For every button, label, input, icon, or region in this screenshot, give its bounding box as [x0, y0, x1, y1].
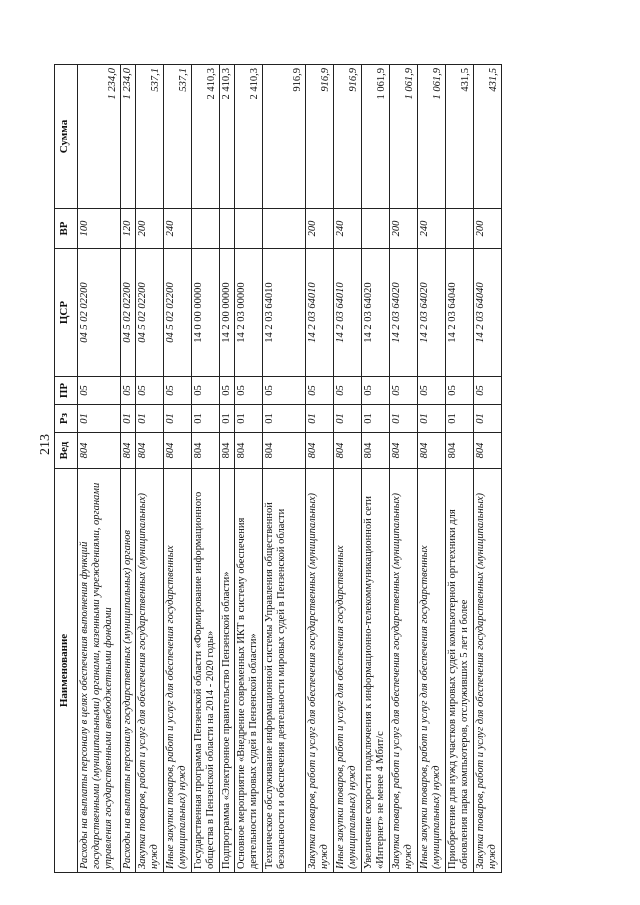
cell-sum: 2 410,3	[220, 65, 235, 209]
cell-rz: 01	[164, 405, 192, 433]
cell-name: Основное мероприятие «Внедрение современных ИКТ в систему обеспечения деятельности мировых судей в Пензенской области»	[235, 469, 263, 873]
cell-rz: 01	[306, 405, 334, 433]
cell-sum: 916,9	[263, 65, 306, 209]
cell-vr: 240	[164, 209, 192, 249]
header-ved: Вед	[55, 433, 78, 469]
cell-sum: 431,5	[446, 65, 474, 209]
cell-pr: 05	[306, 377, 334, 405]
cell-vr	[220, 209, 235, 249]
cell-rz: 01	[390, 405, 418, 433]
cell-ved: 804	[334, 433, 362, 469]
cell-sum: 2 410,3	[192, 65, 220, 209]
header-vr: ВР	[55, 209, 78, 249]
cell-sum: 537,1	[164, 65, 192, 209]
table-row	[362, 65, 390, 873]
cell-ved: 804	[235, 433, 263, 469]
cell-csr: 14 2 00 00000	[220, 249, 235, 377]
cell-ved: 804	[418, 433, 446, 469]
cell-csr: 14 2 03 64010	[306, 249, 334, 377]
cell-sum: 537,1	[136, 65, 164, 209]
table-row	[192, 65, 220, 873]
table-header-row	[55, 65, 78, 873]
cell-name: Подпрограмма «Электронное правительство Пензенской области»	[220, 469, 235, 873]
header-name: Наименование	[55, 469, 78, 873]
cell-sum: 1 234,0	[121, 65, 136, 209]
cell-pr: 05	[390, 377, 418, 405]
table-row	[78, 65, 121, 873]
table-row	[446, 65, 474, 873]
cell-name: Иные закупки товаров, работ и услуг для обеспечения государственных (муниципальных) нужд	[164, 469, 192, 873]
cell-rz: 01	[474, 405, 502, 433]
cell-pr: 05	[446, 377, 474, 405]
table-row	[263, 65, 306, 873]
table-row	[390, 65, 418, 873]
cell-csr: 14 2 03 64010	[263, 249, 306, 377]
header-rz: Рз	[55, 405, 78, 433]
cell-sum: 431,5	[474, 65, 502, 209]
cell-ved: 804	[446, 433, 474, 469]
page-number: 213	[38, 434, 53, 455]
cell-rz: 01	[78, 405, 121, 433]
header-csr: ЦСР	[55, 249, 78, 377]
cell-name: Закупка товаров, работ и услуг для обеспечения государственных (муниципальных) нужд	[474, 469, 502, 873]
table-row	[474, 65, 502, 873]
cell-ved: 804	[220, 433, 235, 469]
cell-rz: 01	[136, 405, 164, 433]
table-row	[235, 65, 263, 873]
cell-name: Закупка товаров, работ и услуг для обеспечения государственных (муниципальных) нужд	[390, 469, 418, 873]
table-row	[418, 65, 446, 873]
cell-rz: 01	[362, 405, 390, 433]
cell-vr: 240	[418, 209, 446, 249]
cell-pr: 05	[121, 377, 136, 405]
table-row	[121, 65, 136, 873]
header-sum: Сумма	[55, 65, 78, 209]
cell-rz: 01	[446, 405, 474, 433]
cell-sum: 916,9	[334, 65, 362, 209]
cell-rz: 01	[220, 405, 235, 433]
cell-csr: 04 5 02 02200	[136, 249, 164, 377]
cell-ved: 804	[78, 433, 121, 469]
cell-csr: 14 0 00 00000	[192, 249, 220, 377]
cell-csr: 14 2 03 64020	[418, 249, 446, 377]
cell-pr: 05	[263, 377, 306, 405]
cell-vr: 200	[136, 209, 164, 249]
cell-name: Закупка товаров, работ и услуг для обеспечения государственных (муниципальных) нужд	[136, 469, 164, 873]
cell-ved: 804	[306, 433, 334, 469]
budget-table	[54, 64, 502, 873]
cell-name: Техническое обслуживание информационной системы Управления общественной безопасности и обеспечения деятельности мировых судей в Пензенской области	[263, 469, 306, 873]
cell-pr: 05	[78, 377, 121, 405]
table-row	[220, 65, 235, 873]
cell-ved: 804	[136, 433, 164, 469]
cell-vr: 200	[306, 209, 334, 249]
cell-vr: 240	[334, 209, 362, 249]
cell-vr: 200	[390, 209, 418, 249]
cell-ved: 804	[164, 433, 192, 469]
cell-pr: 05	[235, 377, 263, 405]
cell-csr: 14 2 03 00000	[235, 249, 263, 377]
cell-name: Увеличение скорости подключения к информационно-телекоммуникационной сети «Интернет» не менее 4 Мбит/с	[362, 469, 390, 873]
cell-pr: 05	[220, 377, 235, 405]
cell-rz: 01	[192, 405, 220, 433]
cell-sum: 2 410,3	[235, 65, 263, 209]
cell-csr: 04 5 02 02200	[164, 249, 192, 377]
cell-rz: 01	[263, 405, 306, 433]
cell-rz: 01	[418, 405, 446, 433]
cell-pr: 05	[164, 377, 192, 405]
cell-vr: 200	[474, 209, 502, 249]
cell-pr: 05	[136, 377, 164, 405]
cell-pr: 05	[474, 377, 502, 405]
cell-vr: 120	[121, 209, 136, 249]
cell-name: Расходы на выплаты персоналу государственных (муниципальных) органов	[121, 469, 136, 873]
cell-sum: 916,9	[306, 65, 334, 209]
cell-vr	[263, 209, 306, 249]
cell-csr: 14 2 03 64020	[390, 249, 418, 377]
cell-ved: 804	[192, 433, 220, 469]
cell-vr	[235, 209, 263, 249]
cell-name: Государственная программа Пензенской области «Формирование информационного общества в Пензенской области на 2014 - 2020 годы»	[192, 469, 220, 873]
table-row	[164, 65, 192, 873]
rotated-table-container	[54, 65, 614, 873]
cell-sum: 1 061,9	[390, 65, 418, 209]
cell-vr	[192, 209, 220, 249]
cell-ved: 804	[121, 433, 136, 469]
cell-ved: 804	[474, 433, 502, 469]
cell-vr	[362, 209, 390, 249]
cell-pr: 05	[192, 377, 220, 405]
cell-csr: 14 2 03 64020	[362, 249, 390, 377]
cell-rz: 01	[121, 405, 136, 433]
table-row	[306, 65, 334, 873]
table-body	[78, 65, 502, 873]
cell-sum: 1 234,0	[78, 65, 121, 209]
cell-csr: 14 2 03 64010	[334, 249, 362, 377]
table-row	[136, 65, 164, 873]
cell-name: Закупка товаров, работ и услуг для обеспечения государственных (муниципальных) нужд	[306, 469, 334, 873]
cell-ved: 804	[390, 433, 418, 469]
cell-csr: 04 5 02 02200	[121, 249, 136, 377]
cell-sum: 1 061,9	[362, 65, 390, 209]
cell-rz: 01	[334, 405, 362, 433]
cell-csr: 14 2 03 64040	[446, 249, 474, 377]
cell-pr: 05	[362, 377, 390, 405]
cell-sum: 1 061,9	[418, 65, 446, 209]
cell-vr: 100	[78, 209, 121, 249]
cell-csr: 14 2 03 64040	[474, 249, 502, 377]
cell-pr: 05	[334, 377, 362, 405]
cell-csr: 04 5 02 02200	[78, 249, 121, 377]
cell-vr	[446, 209, 474, 249]
cell-ved: 804	[362, 433, 390, 469]
cell-pr: 05	[418, 377, 446, 405]
cell-name: Приобретение для нужд участков мировых судей компьютерной оргтехники для обновления парка компьютеров, отслуживших 5 лет и более	[446, 469, 474, 873]
cell-name: Иные закупки товаров, работ и услуг для обеспечения государственных (муниципальных) нужд	[334, 469, 362, 873]
header-pr: ПР	[55, 377, 78, 405]
cell-name: Иные закупки товаров, работ и услуг для обеспечения государственных (муниципальных) нужд	[418, 469, 446, 873]
cell-name: Расходы на выплаты персоналу в целях обеспечения выполнения функций государственными (муниципальными) органами, казенными учреждениями, органами управления государственными внебюджетными фондами	[78, 469, 121, 873]
cell-ved: 804	[263, 433, 306, 469]
cell-rz: 01	[235, 405, 263, 433]
table-row	[334, 65, 362, 873]
